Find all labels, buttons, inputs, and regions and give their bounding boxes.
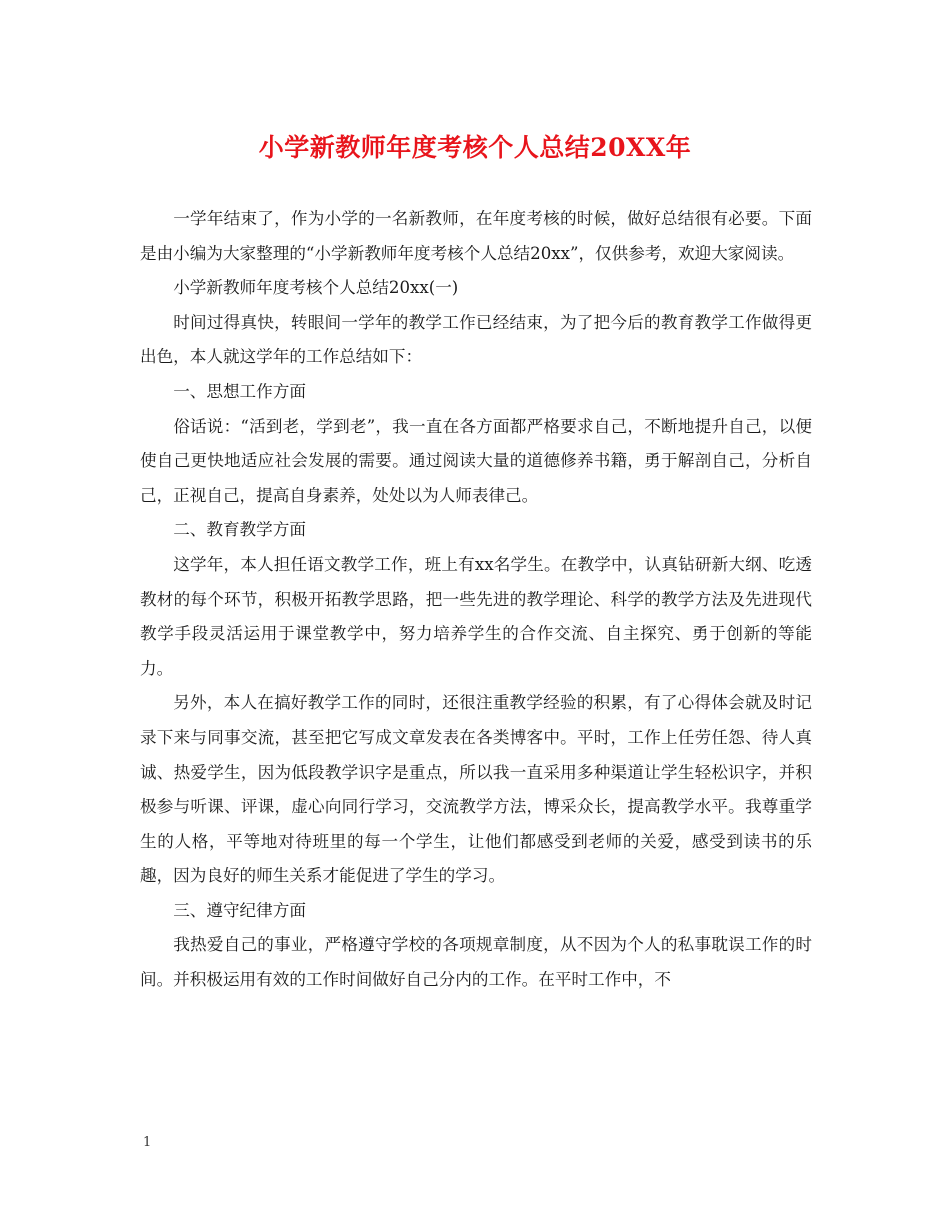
- body-paragraph: 时间过得真快，转眼间一学年的教学工作已经结束，为了把今后的教育教学工作做得更出色，本人就这学年的工作总结如下：: [140, 312, 812, 367]
- section-heading-part-one: 小学新教师年度考核个人总结20xx(一): [173, 278, 459, 298]
- section-heading-discipline: 三、遵守纪律方面: [173, 900, 306, 920]
- body-paragraph: 我热爱自己的事业，严格遵守学校的各项规章制度，从不因为个人的私事耽误工作的时间。并积极运用有效的工作时间做好自己分内的工作。在平时工作中，不: [140, 935, 812, 990]
- body-paragraph: 俗话说：“活到老，学到老”，我一直在各方面都严格要求自己，不断地提升自己，以便使自己更快地适应社会发展的需要。通过阅读大量的道德修养书籍，勇于解剖自己，分析自己，正视自己，提高自身素养，处处以为人师表律己。: [140, 416, 812, 505]
- page-number: 1: [143, 1135, 152, 1150]
- body-paragraph: 这学年，本人担任语文教学工作，班上有xx名学生。在教学中，认真钻研新大纲、吃透教材的每个环节，积极开拓教学思路，把一些先进的教学理论、科学的教学方法及先进现代教学手段灵活运用于课堂教学中，努力培养学生的合作交流、自主探究、勇于创新的等能力。: [140, 554, 812, 678]
- body-paragraph: 另外，本人在搞好教学工作的同时，还很注重教学经验的积累，有了心得体会就及时记录下来与同事交流，甚至把它写成文章发表在各类博客中。平时，工作上任劳任怨、待人真诚、热爱学生，因为低段教学识字是重点，所以我一直采用多种渠道让学生轻松识字，并积极参与听课、评课，虚心向同行学习，交流教学方法，博采众长，提高教学水平。我尊重学生的人格，平等地对待班里的每一个学生，让他们都感受到老师的关爱，感受到读书的乐趣，因为良好的师生关系才能促进了学生的学习。: [140, 693, 812, 886]
- document-title: 小学新教师年度考核个人总结20XX年: [258, 133, 692, 162]
- intro-paragraph: 一学年结束了，作为小学的一名新教师，在年度考核的时候，做好总结很有必要。下面是由小编为大家整理的“小学新教师年度考核个人总结20xx”，仅供参考，欢迎大家阅读。: [140, 209, 812, 263]
- section-heading-teaching: 二、教育教学方面: [173, 520, 306, 540]
- document-body: [140, 202, 812, 998]
- section-heading-thought: 一、思想工作方面: [173, 381, 306, 401]
